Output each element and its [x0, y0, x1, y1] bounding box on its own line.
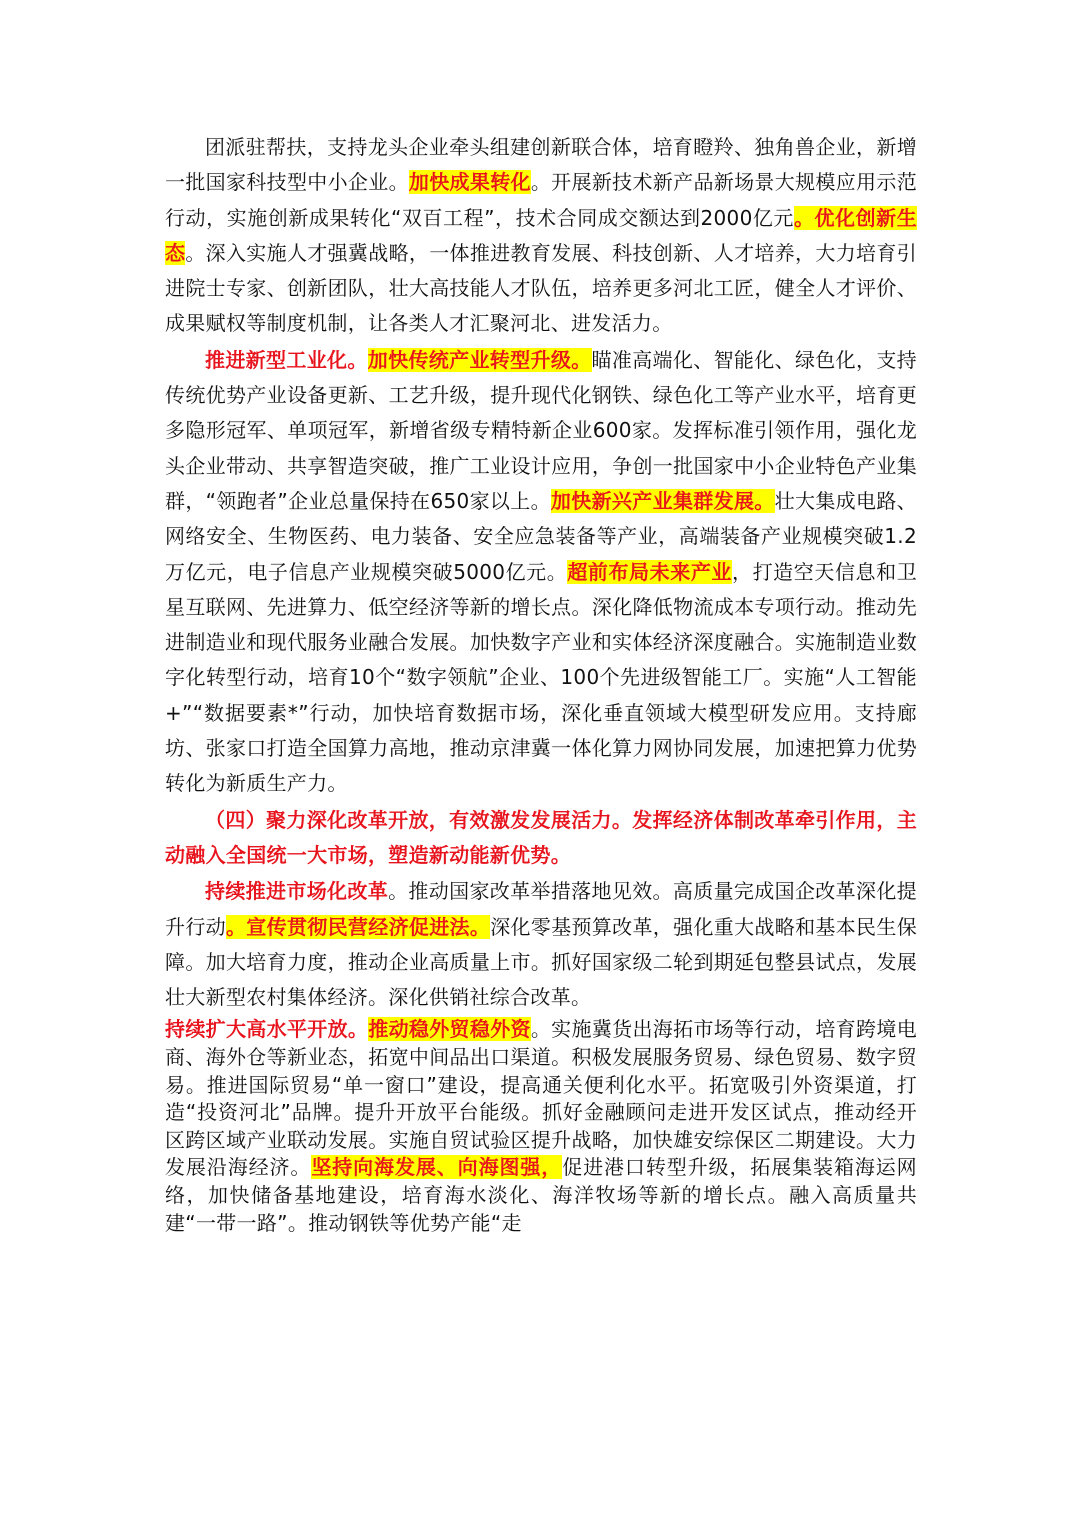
section-heading: 持续推进市场化改革	[205, 879, 389, 904]
paragraph-p3	[165, 803, 917, 874]
highlighted-heading: 坚持向海发展、向海图强，	[311, 1155, 563, 1180]
highlighted-heading: 。宣传贯彻民营经济促进法。	[225, 914, 491, 939]
body-text: 。推动国家改革举措落地见效。高质量完成国企改革深化提升行动	[165, 879, 917, 939]
body-text: 深化零基预算改革，强化重大战略和基本民生保障。加大培育力度，推动企业高质量上市。抓好国家级二轮到期延包整县试点，发展壮大新型农村集体经济。深化供销社综合改革。	[165, 914, 917, 1010]
highlighted-heading: 。优化创新生态	[165, 205, 917, 265]
body-text: 促进港口转型升级，拓展集装箱海运网络，加快储备基地建设，培育海水淡化、海洋牧场等新的增长点。融入高质量共建“一带一路”。推动钢铁等优势产能“走	[165, 1155, 917, 1235]
highlighted-heading: 加快传统产业转型升级。	[367, 347, 592, 372]
body-text: 。深入实施人才强冀战略，一体推进教育发展、科技创新、人才培养，大力培育引进院士专家、创新团队，壮大高技能人才队伍，培养更多河北工匠，健全人才评价、成果赋权等制度机制，让各类人才汇聚河北、进发活力。	[165, 240, 917, 336]
body-text: ，打造空天信息和卫星互联网、先进算力、低空经济等新的增长点。深化降低物流成本专项行动。推动先进制造业和现代服务业融合发展。加快数字产业和实体经济深度融合。实施制造业数字化转型行动，培育10个“数字领航”企业、100个先进级智能工厂。实施“人工智能+”“数据要素*”行动，加快培育数据市场，深化垂直领域大模型研发应用。支持廊坊、张家口打造全国算力高地，推动京津冀一体化算力网协同发展，加速把算力优势转化为新质生产力。	[165, 559, 917, 796]
paragraph-p2	[165, 343, 917, 802]
body-text: 瞄准高端化、智能化、绿色化，支持传统优势产业设备更新、工艺升级，提升现代化钢铁、绿色化工等产业水平，培育更多隐形冠军、单项冠军，新增省级专精特新企业600家。发挥标准引领作用，强化龙头企业带动、共享智造突破，推广工业设计应用，争创一批国家中小企业特色产业集群，“领跑者”企业总量保持在650家以上。	[165, 347, 917, 513]
paragraph-p4	[165, 874, 917, 1015]
highlighted-heading: 超前布局未来产业	[567, 559, 733, 584]
body-text: 团派驻帮扶，支持龙头企业牵头组建创新联合体，培育瞪羚、独角兽企业，新增一批国家科技型中小企业。	[165, 135, 917, 195]
paragraph-p1	[165, 130, 917, 342]
section-heading: 持续扩大高水平开放。	[165, 1017, 369, 1042]
body-text: 。实施冀货出海拓市场等行动，培育跨境电商、海外仓等新业态，拓宽中间品出口渠道。积极发展服务贸易、绿色贸易、数字贸易。推进国际贸易“单一窗口”建设，提高通关便利化水平。拓宽吸引外资渠道，打造“投资河北”品牌。提升开放平台能级。抓好金融顾问走进开发区试点，推动经开区跨区域产业联动发展。实施自贸试验区提升战略，加快雄安综保区二期建设。大力发展沿海经济。	[165, 1017, 918, 1180]
paragraph-p5	[165, 1016, 917, 1237]
highlighted-heading: 加快新兴产业集群发展。	[550, 488, 775, 513]
body-text: 壮大集成电路、网络安全、生物医药、电力装备、安全应急装备等产业，高端装备产业规模突破1.2万亿元，电子信息产业规模突破5000亿元。	[165, 488, 917, 584]
highlighted-heading: 加快成果转化	[408, 170, 531, 195]
document-page	[165, 130, 917, 1237]
highlighted-heading: 推动稳外贸稳外资	[368, 1017, 531, 1042]
section-heading: 推进新型工业化。	[205, 347, 368, 372]
chapter-heading: （四）聚力深化改革开放，有效激发发展活力。发挥经济体制改革牵引作用，主动融入全国统一大市场，塑造新动能新优势。	[165, 807, 917, 867]
body-text: 。开展新技术新产品新场景大规模应用示范行动，实施创新成果转化“双百工程”，技术合同成交额达到2000亿元	[165, 170, 917, 230]
